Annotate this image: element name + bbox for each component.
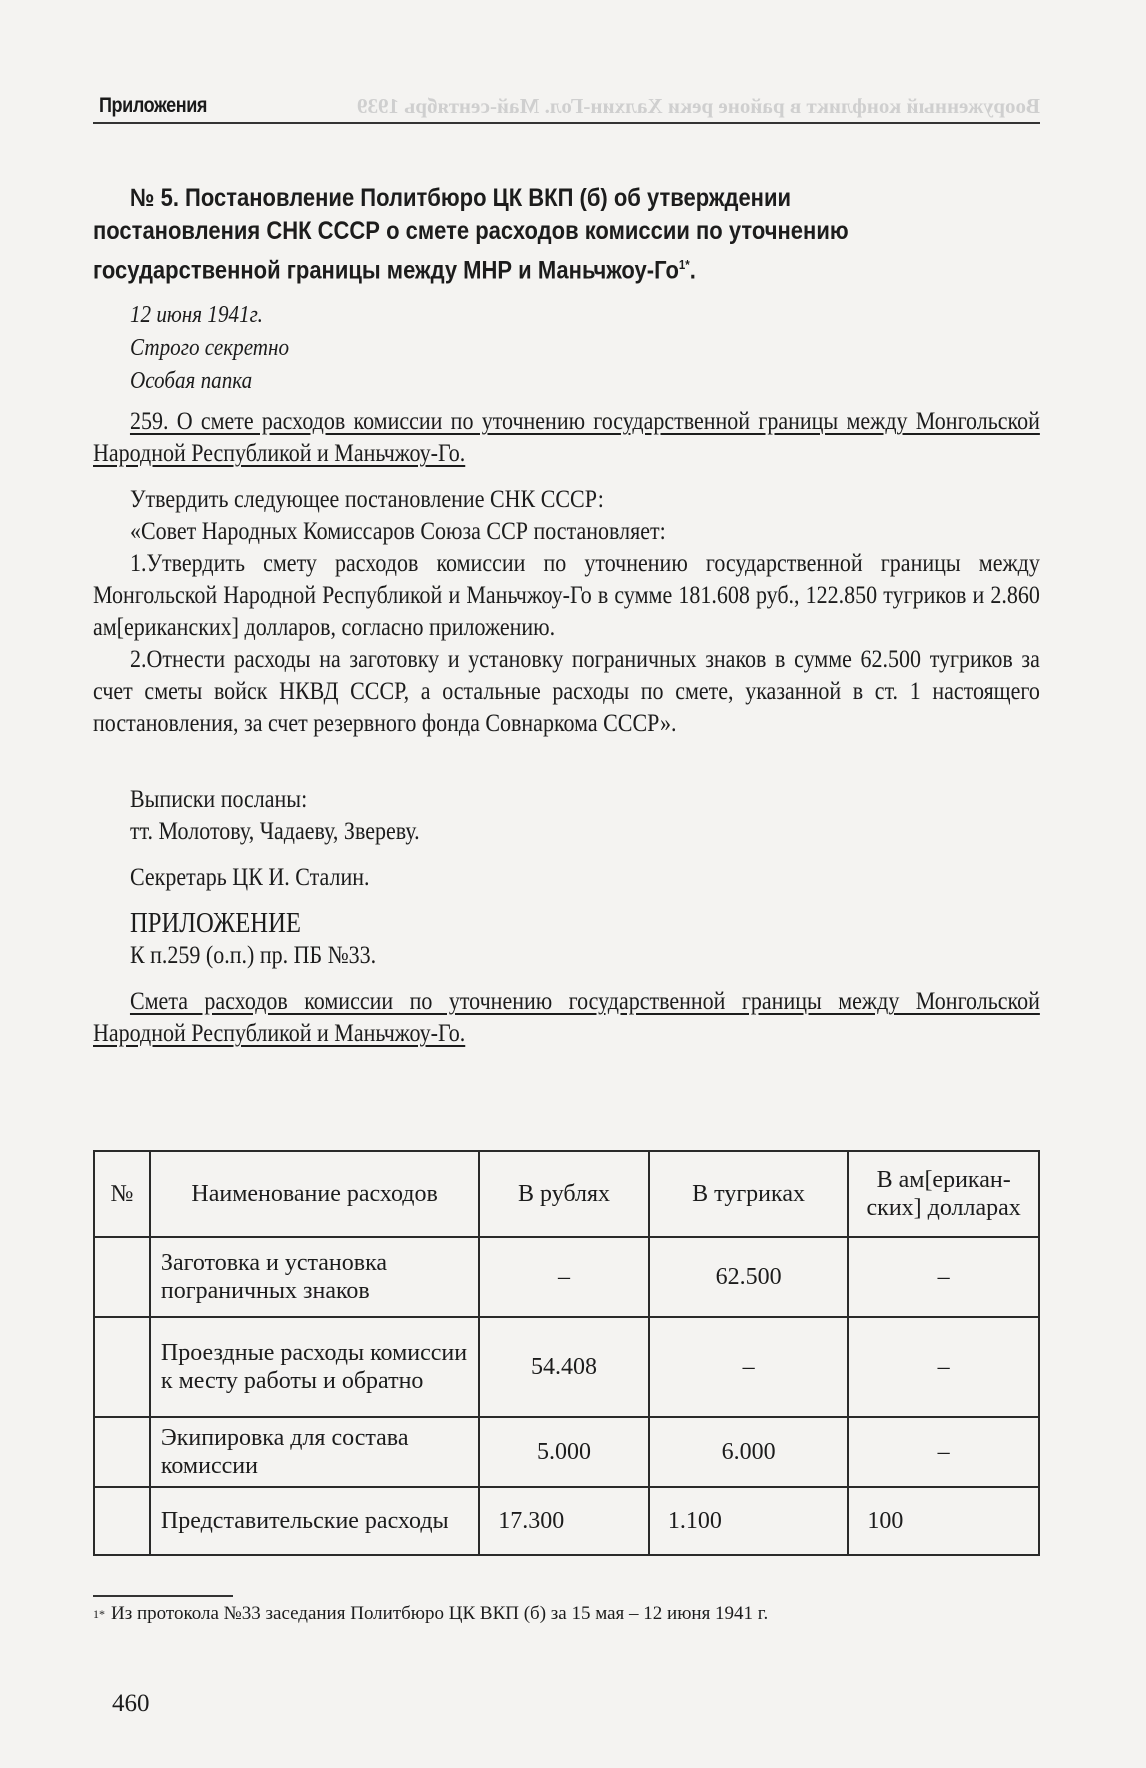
page-number: 460 [112,1690,150,1717]
tugriks-value: – [649,1317,848,1417]
appendix-reference: К п.259 (о.п.) пр. ПБ №33. [129,942,377,970]
point-2: 2.Отнести расходы на заготовку и установку пограничных знаков в сумме 62.500 тугриков за счет сметы войск НКВД СССР, а остальные расходы по смете, указанной в ст. 1 настоящего постановления, за счет резервного фонда Совнаркома СССР». [93,646,1040,738]
footnote-reference: 1* [678,257,690,272]
classification-label: Строго секретно [129,335,290,362]
folder-label: Особая папка [129,368,253,395]
table-row [94,1237,1039,1317]
footnote-divider [93,1595,233,1597]
document-date: 12 июня 1941г. [129,302,263,329]
table-header-row [94,1151,1039,1237]
item-heading: 259. О смете расходов комиссии по уточнению государственной границы между Монгольской Народной Республикой и Маньчжоу-Го. [93,408,1040,468]
extracts-sent-label: Выписки посланы: [129,786,308,814]
expense-name: Заготовка и установка пограничных знаков [150,1237,479,1317]
budget-table [93,1150,1040,1556]
dollars-value: 100 [848,1487,1039,1555]
extracts-recipients: тт. Молотову, Чадаеву, Звереву. [129,818,420,846]
bleed-through-text: Вооруженный конфликт в районе реки Халхин-Гол. Май-сентябрь 1939 [356,94,1040,118]
expense-name: Проездные расходы комиссии к месту работы и обратно [150,1317,479,1417]
col-header-name: Наименование расходов [150,1151,479,1237]
expense-name: Представительские расходы [150,1487,479,1555]
rubles-value: – [479,1237,649,1317]
footnote-text: Из протокола №33 заседания Политбюро ЦК ВКП (б) за 15 мая – 12 июня 1941 г. [111,1603,769,1624]
rubles-value: 5.000 [479,1417,649,1487]
footnote-marker: 1* [93,1607,105,1621]
council-line: «Совет Народных Комиссаров Союза ССР постановляет: [129,518,666,546]
approve-line: Утвердить следующее постановление СНК СССР: [129,486,604,514]
col-header-number: № [94,1151,150,1237]
dollars-value: – [848,1317,1039,1417]
col-header-dollars: В ам[ерикан-ских] долларах [848,1151,1039,1237]
table-row [94,1487,1039,1555]
rubles-value: 54.408 [479,1317,649,1417]
document-title: № 5. Постановление Политбюро ЦК ВКП (б) об утверждении постановления СНК СССР о смете расходов комиссии по уточнению государственной границы между МНР и Маньчжоу-$Го^{1*}$. [93,184,849,285]
tugriks-value: 1.100 [649,1487,848,1555]
col-header-rubles: В рублях [479,1151,649,1237]
col-header-tugriks: В тугриках [649,1151,848,1237]
tugriks-value: 6.000 [649,1417,848,1487]
appendix-title: ПРИЛОЖЕНИЕ [129,908,301,940]
point-1: 1.Утвердить смету расходов комиссии по уточнению государственной границы между Монгольской Народной Республикой и Маньчжоу-Го в сумме 181.608 руб., 122.850 тугриков и 2.860 ам[ериканских] долларов, согласно приложению. [93,550,1040,642]
main-content [93,182,1040,1050]
dollars-value: – [848,1237,1039,1317]
section-title: Приложения [99,94,208,117]
signature: Секретарь ЦК И. Сталин. [129,864,370,892]
rubles-value: 17.300 [479,1487,649,1555]
table-row [94,1317,1039,1417]
tugriks-value: 62.500 [649,1237,848,1317]
expense-name: Экипировка для состава комиссии [150,1417,479,1487]
running-header [93,96,1040,124]
table-row [94,1417,1039,1487]
dollars-value: – [848,1417,1039,1487]
footnote [93,1602,768,1626]
estimate-heading: Смета расходов комиссии по уточнению государственной границы между Монгольской Народной Республикой и Маньчжоу-Го. [93,988,1040,1048]
